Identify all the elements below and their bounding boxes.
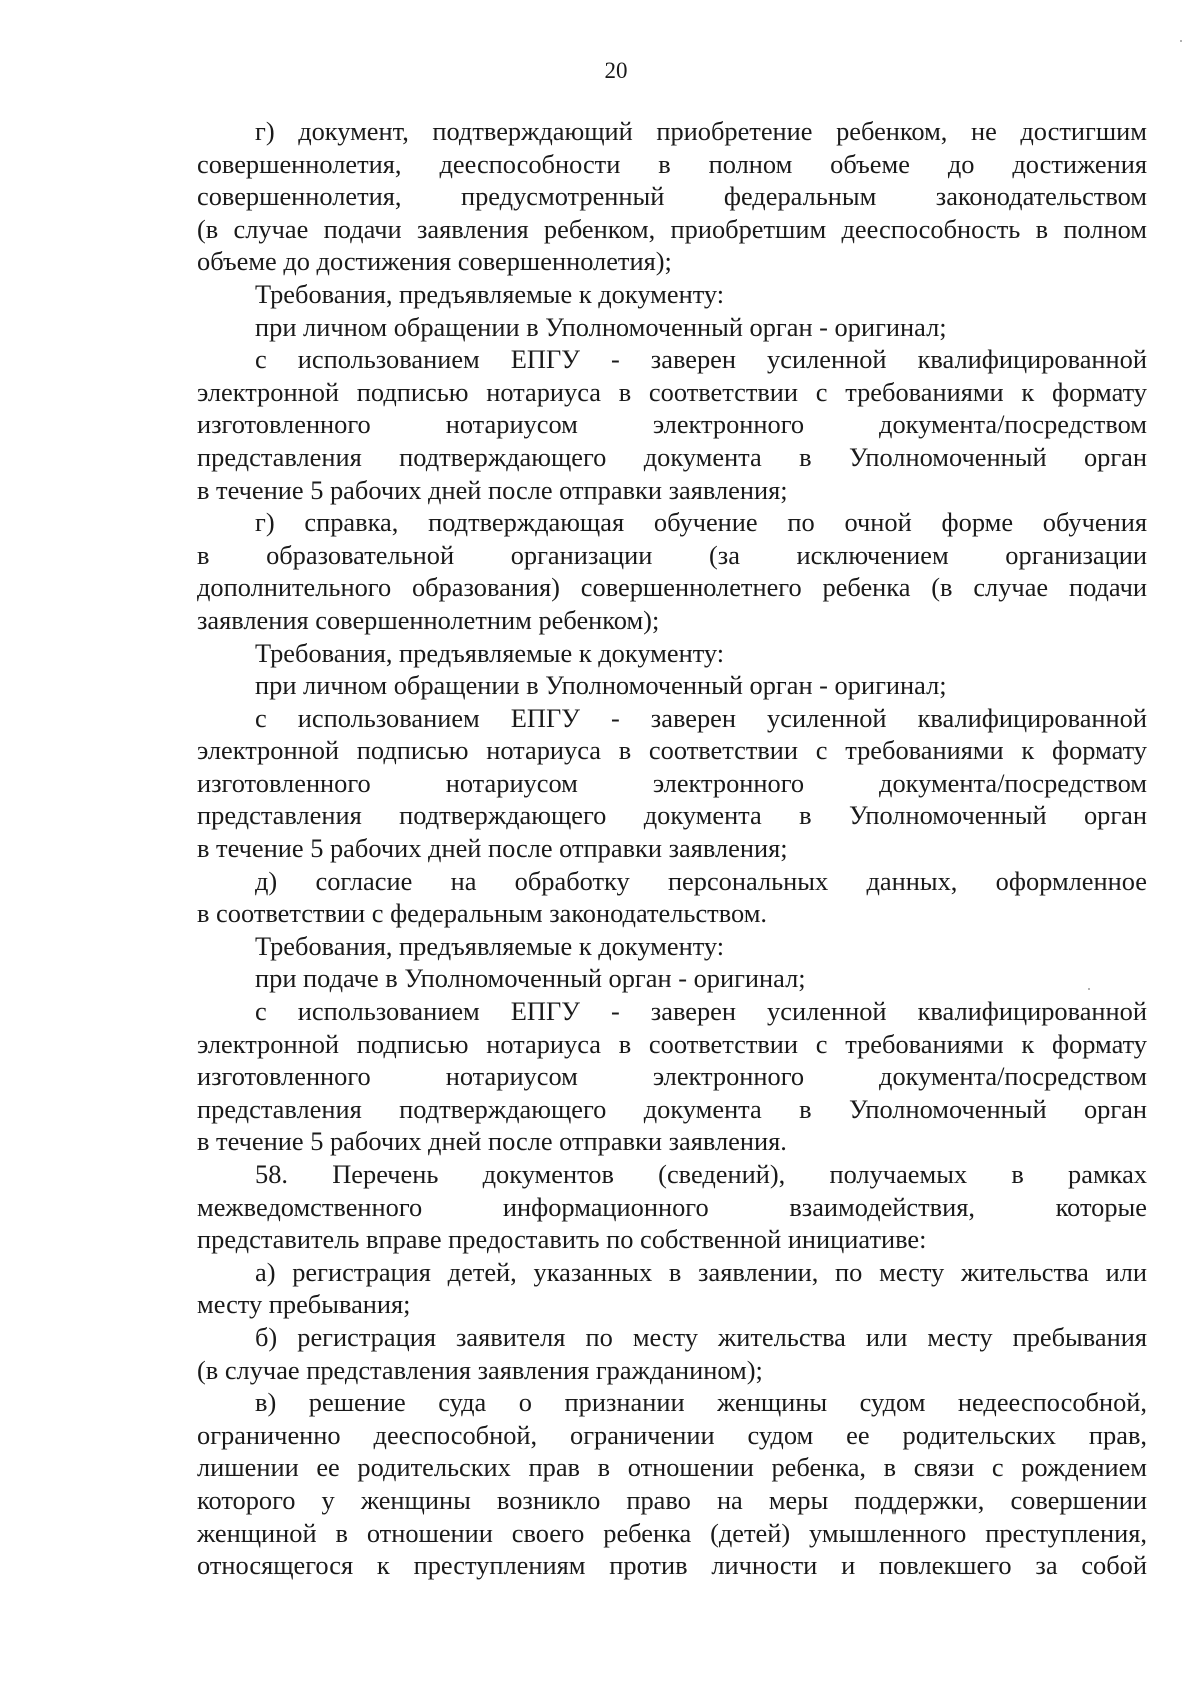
text-line: электронной подписью нотариуса в соответствии с требованиями к формату — [197, 376, 1147, 407]
text-line: объеме до достижения совершеннолетия); — [197, 246, 672, 277]
text-line: межведомственного информационного взаимодействия, которые — [197, 1191, 1147, 1222]
text-line: месту пребывания; — [197, 1289, 411, 1320]
text-line: представитель вправе предоставить по собственной инициативе: — [197, 1224, 927, 1255]
text-line: с использованием ЕПГУ - заверен усиленной квалифицированной — [255, 996, 1147, 1027]
text-line: в течение 5 рабочих дней после отправки заявления; — [197, 833, 788, 864]
text-line: Требования, предъявляемые к документу: — [255, 930, 725, 961]
text-line: изготовленного нотариусом электронного документа/посредством — [197, 409, 1147, 440]
text-line: в) решение суда о признании женщины судом недееспособной, — [255, 1387, 1147, 1418]
text-line: представления подтверждающего документа в Уполномоченный орган — [197, 441, 1147, 472]
text-line: с использованием ЕПГУ - заверен усиленной квалифицированной — [255, 702, 1147, 733]
text-line: представления подтверждающего документа в Уполномоченный орган — [197, 800, 1147, 831]
text-line: представления подтверждающего документа в Уполномоченный орган — [197, 1093, 1147, 1124]
text-line: лишении ее родительских прав в отношении ребенка, в связи с рождением — [197, 1452, 1147, 1483]
text-line: в течение 5 рабочих дней после отправки заявления. — [197, 1126, 787, 1157]
text-line: дополнительного образования) совершеннолетнего ребенка (в случае подачи — [197, 572, 1147, 603]
text-line: а) регистрация детей, указанных в заявлении, по месту жительства или — [255, 1256, 1147, 1287]
document-body — [197, 115, 1147, 1582]
text-line: электронной подписью нотариуса в соответствии с требованиями к формату — [197, 1028, 1147, 1059]
text-line: с использованием ЕПГУ - заверен усиленной квалифицированной — [255, 344, 1147, 375]
text-line: б) регистрация заявителя по месту жительства или месту пребывания — [255, 1321, 1147, 1352]
text-line: г) документ, подтверждающий приобретение ребенком, не достигшим — [255, 116, 1147, 146]
text-line: изготовленного нотариусом электронного документа/посредством — [197, 1061, 1147, 1092]
text-line: (в случае представления заявления гражданином); — [197, 1354, 763, 1385]
text-line: Требования, предъявляемые к документу: — [255, 278, 725, 309]
text-line: д) согласие на обработку персональных данных, оформленное — [255, 865, 1147, 896]
text-line: совершеннолетия, дееспособности в полном объеме до достижения — [197, 148, 1147, 179]
text-line: Требования, предъявляемые к документу: — [255, 637, 725, 668]
text-line: в соответствии с федеральным законодательством. — [197, 898, 767, 929]
text-line: относящегося к преступлениям против личности и повлекшего за собой — [197, 1550, 1147, 1581]
text-line: при подаче в Уполномоченный орган - оригинал; — [255, 963, 806, 994]
text-line: заявления совершеннолетним ребенком); — [197, 604, 660, 635]
text-line: г) справка, подтверждающая обучение по очной форме обучения — [255, 507, 1147, 538]
scan-speck — [1088, 988, 1090, 990]
text-line: в образовательной организации (за исключением организации — [197, 539, 1147, 570]
text-line: которого у женщины возникло право на меры поддержки, совершении — [197, 1484, 1147, 1515]
text-line: 58. Перечень документов (сведений), получаемых в рамках — [255, 1159, 1147, 1189]
text-line: в течение 5 рабочих дней после отправки заявления; — [197, 474, 788, 505]
text-line: электронной подписью нотариуса в соответствии с требованиями к формату — [197, 735, 1147, 766]
text-line: совершеннолетия, предусмотренный федеральным законодательством — [197, 181, 1147, 212]
text-line: (в случае подачи заявления ребенком, приобретшим дееспособность в полном — [197, 213, 1147, 244]
page-number: 20 — [604, 58, 628, 83]
text-line: при личном обращении в Уполномоченный орган - оригинал; — [255, 311, 947, 342]
scan-speck — [1180, 40, 1182, 42]
text-line: при личном обращении в Уполномоченный орган - оригинал; — [255, 670, 947, 701]
text-line: женщиной в отношении своего ребенка (детей) умышленного преступления, — [197, 1517, 1147, 1548]
text-line: ограниченно дееспособной, ограничении судом ее родительских прав, — [197, 1419, 1147, 1450]
text-line: изготовленного нотариусом электронного документа/посредством — [197, 767, 1147, 798]
